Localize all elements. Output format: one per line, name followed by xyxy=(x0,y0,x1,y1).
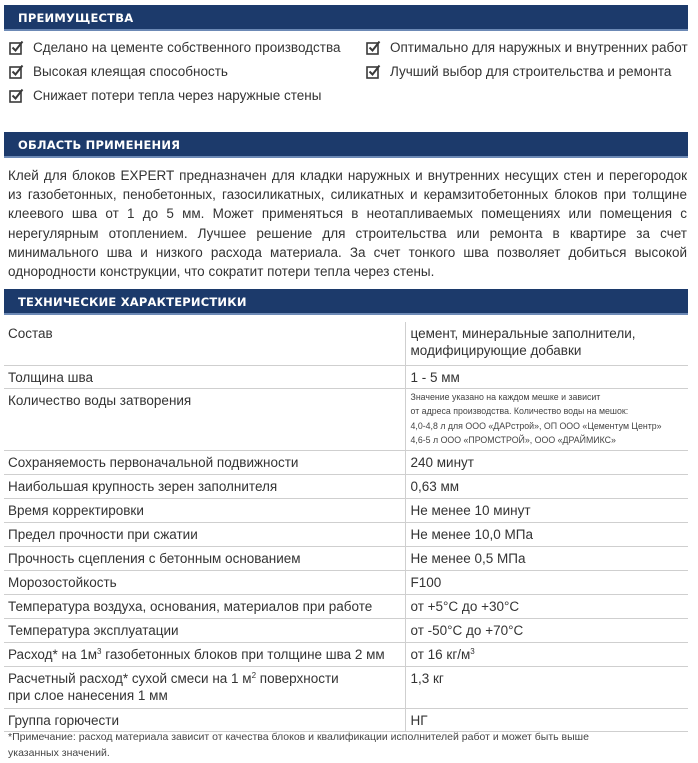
advantages-title: ПРЕИМУЩЕСТВА xyxy=(18,11,134,25)
table-row xyxy=(4,365,688,388)
checkbox-checked-icon xyxy=(366,40,381,55)
spec-value xyxy=(405,642,688,666)
spec-key: Температура эксплуатации xyxy=(4,618,405,642)
advantage-item xyxy=(9,38,341,56)
spec-value: 1 - 5 мм xyxy=(405,365,688,388)
superscript: 3 xyxy=(470,646,475,656)
spec-key-text: Расход* на 1м xyxy=(8,646,98,662)
spec-key-text: Расчетный расход* сухой смеси на 1 м xyxy=(8,670,252,686)
spec-value: 240 минут xyxy=(405,450,688,474)
advantage-text: Оптимально для наружных и внутренних работ xyxy=(390,39,688,55)
spec-value: 1,3 кг xyxy=(405,666,688,708)
table-row xyxy=(4,388,688,450)
superscript: 2 xyxy=(251,670,257,680)
spec-value-line: 4,6-5 л ООО «ПРОМСТРОЙ», ООО «ДРАЙМИКС» xyxy=(410,435,616,445)
spec-value xyxy=(405,388,688,450)
checkbox-checked-icon xyxy=(366,64,381,79)
spec-key: Морозостойкость xyxy=(4,570,405,594)
spec-key: Состав xyxy=(4,322,405,365)
spec-value: НГ xyxy=(405,708,688,731)
spec-value: Не менее 10 минут xyxy=(405,498,688,522)
table-row xyxy=(4,474,688,498)
advantage-item xyxy=(9,62,228,80)
spec-key: Количество воды затворения xyxy=(4,388,405,450)
table-row xyxy=(4,322,688,365)
spec-key: Группа горючести xyxy=(4,708,405,731)
specs-title: ТЕХНИЧЕСКИЕ ХАРАКТЕРИСТИКИ xyxy=(18,295,247,309)
spec-key xyxy=(4,642,405,666)
table-row xyxy=(4,546,688,570)
spec-value-line: цемент, минеральные заполнители, xyxy=(410,326,636,341)
advantage-text: Лучший выбор для строительства и ремонта xyxy=(390,63,672,79)
spec-key-text: при слое нанесения 1 мм xyxy=(8,687,168,703)
table-row xyxy=(4,594,688,618)
table-row xyxy=(4,522,688,546)
spec-key: Толщина шва xyxy=(4,365,405,388)
footnote-line: указанных значений. xyxy=(8,746,110,759)
application-title: ОБЛАСТЬ ПРИМЕНЕНИЯ xyxy=(18,138,181,152)
spec-value-line: Значение указано на каждом мешке и зависит xyxy=(410,391,601,402)
advantages-header xyxy=(4,5,688,31)
table-row xyxy=(4,450,688,474)
advantage-item xyxy=(9,86,321,104)
spec-key: Наибольшая крупность зерен заполнителя xyxy=(4,474,405,498)
spec-key-text: газобетонных блоков при толщине шва 2 мм xyxy=(101,646,385,662)
spec-key: Время корректировки xyxy=(4,498,405,522)
table-row xyxy=(4,618,688,642)
advantage-item xyxy=(366,38,688,56)
checkbox-checked-icon xyxy=(9,64,24,79)
checkbox-checked-icon xyxy=(9,88,24,103)
spec-key: Прочность сцепления с бетонным основанием xyxy=(4,546,405,570)
checkbox-checked-icon xyxy=(9,40,24,55)
advantage-item xyxy=(366,62,671,80)
spec-value: от +5°С до +30°С xyxy=(405,594,688,618)
spec-key-text: поверхности xyxy=(256,670,339,686)
application-description: Клей для блоков EXPERT предназначен для кладки наружных и внутренних несущих стен и перегородок из газобетонных, пенобетонных, газосиликатных, силикатных и керамзитобетонных блоков при толщине клеевого шва от 1 до 5 мм. Может применяться в неотапливаемых помещениях или помещения с нерегулярным отоплением. Лучшее решение для строительства или ремонта в квартире за счет минимального шва и низкого расхода материала. За счет тонкого шва позволяет добиться высокой однородности конструкции, что сократит потери тепла через стены. xyxy=(8,168,687,280)
spec-value: F100 xyxy=(405,570,688,594)
spec-value: от -50°С до +70°С xyxy=(405,618,688,642)
footnote-line: *Примечание: расход материала зависит от качества блоков и квалификации исполнителей работ и может быть выше xyxy=(8,731,589,743)
table-row xyxy=(4,708,688,731)
advantage-text: Сделано на цементе собственного производства xyxy=(33,39,341,55)
spec-key: Предел прочности при сжатии xyxy=(4,522,405,546)
specs-header xyxy=(4,289,688,315)
advantage-text: Снижает потери тепла через наружные стены xyxy=(33,87,322,103)
spec-value: Не менее 10,0 МПа xyxy=(405,522,688,546)
spec-value-text: от 16 кг/м xyxy=(410,646,471,662)
footnote xyxy=(8,730,688,761)
table-row xyxy=(4,570,688,594)
spec-key xyxy=(4,666,405,708)
spec-key: Сохраняемость первоначальной подвижности xyxy=(4,450,405,474)
spec-value-line: модифицирующие добавки xyxy=(410,343,582,358)
application-header xyxy=(4,132,688,158)
superscript: 3 xyxy=(97,646,102,656)
table-row xyxy=(4,498,688,522)
spec-value: 0,63 мм xyxy=(405,474,688,498)
spec-value: Не менее 0,5 МПа xyxy=(405,546,688,570)
spec-value-line: 4,0-4,8 л для ООО «ДАРстрой», ОП ООО «Цементум Центр» xyxy=(410,420,662,431)
spec-value-line: от адреса производства. Количество воды на мешок: xyxy=(410,406,629,416)
advantage-text: Высокая клеящая способность xyxy=(33,63,228,79)
table-row xyxy=(4,642,688,666)
table-row xyxy=(4,666,688,708)
spec-key: Температура воздуха, основания, материалов при работе xyxy=(4,594,405,618)
specs-table xyxy=(4,322,688,732)
spec-value xyxy=(405,322,688,365)
